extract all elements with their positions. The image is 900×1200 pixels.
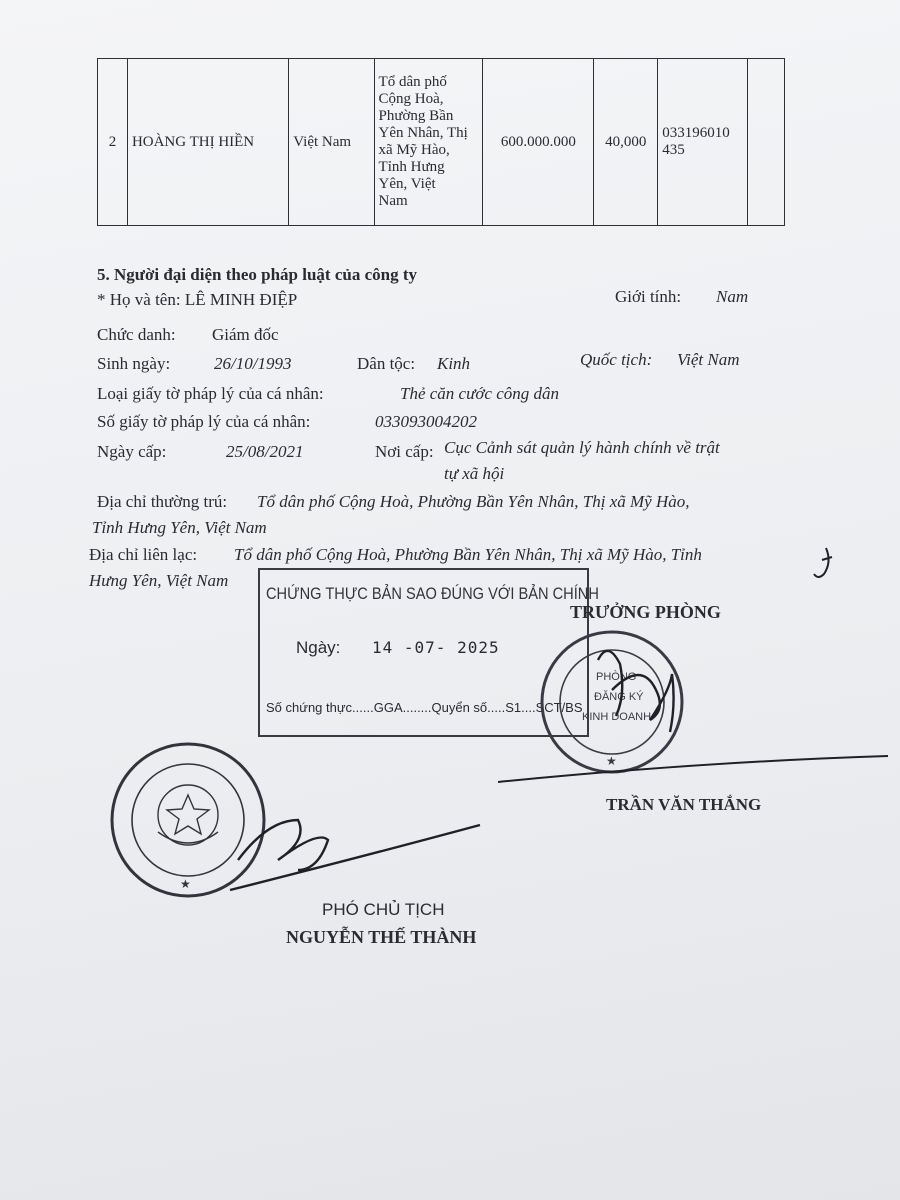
title-label: Chức danh: — [97, 325, 176, 344]
member-name: HOÀNG THỊ HIỀN — [127, 59, 288, 226]
contact-address-line1: Tổ dân phố Cộng Hoà, Phường Bần Yên Nhân, Thị xã Mỹ Hào, Tỉnh — [234, 545, 702, 564]
ethnic-label: Dân tộc: — [357, 354, 416, 373]
row-number: 2 — [98, 59, 128, 226]
svg-text:KINH DOANH: KINH DOANH — [582, 711, 652, 723]
right-signer-role: TRƯỞNG PHÒNG — [570, 602, 721, 622]
gender-value: Nam — [716, 287, 749, 306]
doc-type-label: Loại giấy tờ pháp lý của cá nhân: — [97, 384, 324, 403]
nationality-label: Quốc tịch: — [580, 350, 653, 369]
ward-seal — [112, 744, 264, 896]
section-heading: 5. Người đại diện theo pháp luật của công ty — [97, 265, 417, 284]
left-signature-icon — [230, 820, 480, 890]
svg-text:★: ★ — [180, 877, 191, 891]
certification-date-label: Ngày: — [296, 638, 341, 657]
certification-title: CHỨNG THỰC BẢN SAO ĐÚNG VỚI BẢN CHÍNH — [266, 584, 599, 603]
left-signer-name: NGUYỄN THẾ THÀNH — [286, 927, 477, 947]
member-address: Tổ dân phố Cộng Hoà, Phường Bần Yên Nhân, Thị xã Mỹ Hào, Tỉnh Hưng Yên, Việt Nam — [374, 59, 483, 226]
empty-cell — [748, 59, 785, 226]
gender-label: Giới tính: — [615, 287, 682, 306]
capital-ratio: 40,000 — [594, 59, 658, 226]
dob-label: Sinh ngày: — [97, 354, 171, 373]
certification-date: 14 -07- 2025 — [372, 638, 500, 657]
issue-date-value: 25/08/2021 — [226, 442, 304, 461]
doc-type-value: Thẻ căn cước công dân — [400, 384, 560, 403]
ethnic-value: Kinh — [437, 354, 471, 373]
table-row — [98, 59, 785, 226]
certification-number: Số chứng thực......GGA........Quyển số.....S1....SCT/BS — [266, 700, 583, 715]
left-signer-role: PHÓ CHỦ TỊCH — [322, 900, 445, 919]
issue-place-line2: tự xã hội — [444, 464, 505, 483]
member-id-number: 033196010 435 — [658, 59, 748, 226]
certification-stamp — [258, 568, 599, 737]
svg-text:ĐĂNG KÝ: ĐĂNG KÝ — [594, 691, 644, 703]
capital-amount: 600.000.000 — [483, 59, 594, 226]
initial-mark-icon — [814, 548, 832, 577]
doc-number-value: 033093004202 — [375, 412, 477, 431]
right-signer-name: TRẦN VĂN THẮNG — [606, 795, 762, 814]
rep-name: * Họ và tên: LÊ MINH ĐIỆP — [97, 290, 298, 309]
svg-text:★: ★ — [606, 754, 617, 768]
dob-value: 26/10/1993 — [214, 354, 292, 373]
right-signature-icon — [598, 651, 674, 732]
nationality-value: Việt Nam — [677, 350, 740, 369]
issue-place-label: Nơi cấp: — [375, 442, 434, 461]
permanent-address-line2: Tỉnh Hưng Yên, Việt Nam — [92, 518, 267, 537]
right-signature-stroke-icon — [498, 756, 888, 782]
issue-date-label: Ngày cấp: — [97, 442, 167, 461]
contact-address-line2: Hưng Yên, Việt Nam — [89, 571, 229, 590]
title-value: Giám đốc — [212, 325, 279, 344]
doc-number-label: Số giấy tờ pháp lý của cá nhân: — [97, 412, 311, 431]
permanent-address-label: Địa chỉ thường trú: — [97, 492, 228, 511]
permanent-address-line1: Tổ dân phố Cộng Hoà, Phường Bần Yên Nhân, Thị xã Mỹ Hào, — [257, 492, 690, 511]
svg-text:PHÒNG: PHÒNG — [596, 671, 637, 683]
shareholder-table — [97, 58, 785, 226]
member-nationality: Việt Nam — [289, 59, 374, 226]
issue-place-line1: Cục Cảnh sát quản lý hành chính về trật — [444, 438, 720, 457]
contact-address-label: Địa chỉ liên lạc: — [89, 545, 198, 564]
